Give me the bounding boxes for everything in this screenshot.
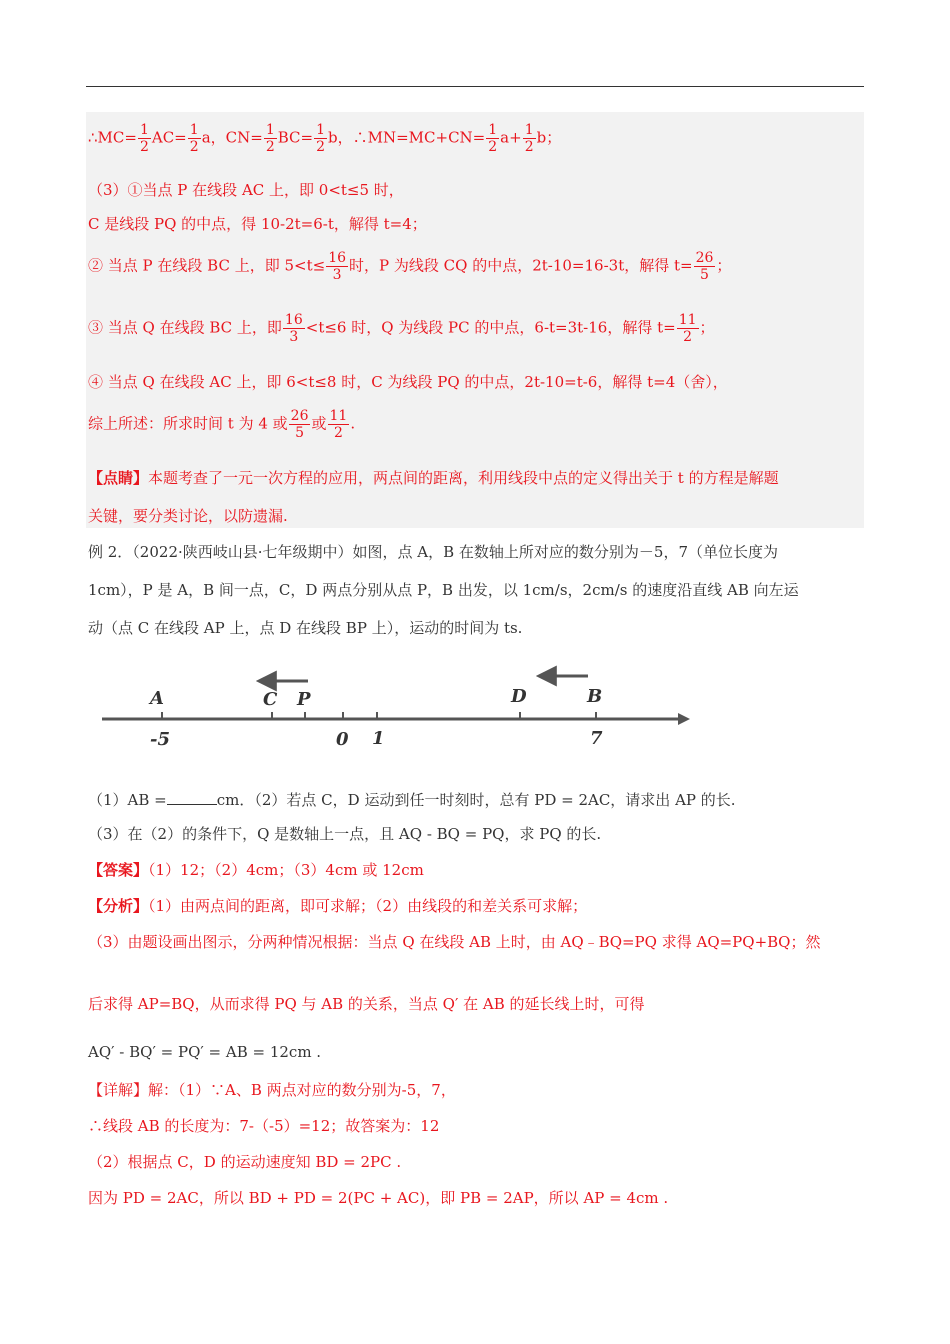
detail-line-4: 因为 PD = 2AC，所以 BD + PD = 2(PC + AC)，即 PB = 2AP，所以 AP = 4cm .: [88, 1189, 669, 1207]
solution-line-3: C 是线段 PQ 的中点，得 10-2t=6-t，解得 t=4；: [88, 215, 427, 233]
comment-line-1: 【点睛】本题考查了一元一次方程的应用，两点间的距离，利用线段中点的定义得出关于 t 的方程是解题: [88, 469, 779, 487]
fraction: $\frac{1}{2}$: [316, 122, 326, 155]
detail-line-1: 【详解】解：（1）∵A、B 两点对应的数分别为-5，7，: [88, 1081, 456, 1099]
tick-label-neg5: -5: [150, 729, 170, 750]
fraction: $\frac{1}{2}$: [265, 122, 275, 155]
point-label-P: P: [297, 689, 311, 710]
tick-label-7: 7: [590, 728, 603, 749]
comment-tag: 【点睛】: [88, 469, 149, 487]
fraction: $\frac{16}{3}$: [284, 312, 303, 345]
fraction: $\frac{1}{2}$: [488, 122, 498, 155]
fraction: $\frac{26}{5}$: [290, 408, 309, 441]
example-line-2: 1cm），P 是 A，B 间一点，C，D 两点分别从点 P，B 出发，以 1cm/s，2cm/s 的速度沿直线 AB 向左运: [88, 581, 799, 599]
analysis-line-4: AQ′ - BQ′ = PQ′ = AB = 12cm .: [88, 1043, 322, 1061]
analysis-line-1: 【分析】（1）由两点间的距离，即可求解；（2）由线段的和差关系可求解；: [88, 897, 588, 915]
fraction: $\frac{1}{2}$: [139, 122, 149, 155]
point-label-D: D: [511, 686, 527, 707]
solution-line-5: ③ 当点 Q 在线段 BC 上，即 $\frac{16}{3}$ <t≤6 时，Q 为线段 PC 的中点，6-t=3t-16，解得 t= $\frac{11}{2}$ ；: [88, 312, 715, 345]
fraction: $\frac{1}{2}$: [524, 122, 534, 155]
fraction: $\frac{1}{2}$: [189, 122, 199, 155]
solution-line-1: ∴MC= $\frac{1}{2}$ AC= $\frac{1}{2}$ a，CN= $\frac{1}{2}$ BC= $\frac{1}{2}$ b，∴MN=MC+CN= $\frac{1}{2}$ a+ $\frac{1}{2}$ b；: [88, 122, 562, 155]
solution-line-4: ② 当点 P 在线段 BC 上，即 5<t≤ $\frac{16}{3}$ 时，P 为线段 CQ 的中点，2t-10=16-3t，解得 t= $\frac{26}{5}$ ；: [88, 250, 732, 283]
fraction: $\frac{11}{2}$: [678, 312, 697, 345]
analysis-line-3: 后求得 AP=BQ，从而求得 PQ 与 AB 的关系，当点 Q′ 在 AB 的延长线上时，可得: [88, 995, 645, 1013]
question-line-2: （3）在（2）的条件下，Q 是数轴上一点，且 AQ - BQ = PQ，求 PQ 的长.: [88, 825, 602, 843]
point-label-B: B: [587, 686, 603, 707]
example-line-1: 例 2．（2022·陕西岐山县·七年级期中）如图，点 A，B 在数轴上所对应的数分别为－5，7（单位长度为: [88, 543, 779, 561]
tick-label-0: 0: [336, 729, 349, 750]
detail-line-2: ∴线段 AB 的长度为：7-（-5）=12；故答案为：12: [88, 1117, 440, 1135]
tick-label-1: 1: [372, 728, 385, 749]
example-line-3: 动（点 C 在线段 AP 上，点 D 在线段 BP 上），运动的时间为 ts.: [88, 619, 523, 637]
question-line-1: （1）AB = cm．（2）若点 C，D 运动到任一时刻时，总有 PD = 2AC，请求出 AP 的长.: [88, 791, 736, 809]
solution-line-6: ④ 当点 Q 在线段 AC 上，即 6<t≤8 时，C 为线段 PQ 的中点，2t-10=t-6，解得 t=4（舍），: [88, 373, 728, 391]
answer-tag: 【答案】: [88, 861, 149, 879]
analysis-line-2: （3）由题设画出图示，分两种情况根据：当点 Q 在线段 AB 上时，由 AQ﹣BQ=PQ 求得 AQ=PQ+BQ；然: [88, 933, 821, 951]
point-label-A: A: [150, 688, 164, 709]
comment-line-2: 关键，要分类讨论，以防遗漏.: [88, 507, 288, 525]
solution-line-7: 综上所述：所求时间 t 为 4 或 $\frac{26}{5}$ 或 $\frac{11}{2}$ .: [88, 408, 356, 441]
detail-tag: 【详解】: [88, 1081, 149, 1099]
detail-line-3: （2）根据点 C，D 的运动速度知 BD = 2PC .: [88, 1153, 402, 1171]
fraction: $\frac{16}{3}$: [328, 250, 347, 283]
fraction: $\frac{11}{2}$: [329, 408, 348, 441]
axis-arrow-head: [678, 713, 690, 725]
analysis-tag: 【分析】: [88, 897, 149, 915]
solution-line-2: （3）①当点 P 在线段 AC 上，即 0<t≤5 时，: [88, 181, 404, 199]
number-line-figure: [100, 660, 700, 760]
point-label-C: C: [263, 689, 278, 710]
answer-line: 【答案】（1）12；（2）4cm；（3）4cm 或 12cm: [88, 861, 424, 879]
answer-blank: [167, 790, 217, 805]
header-rule: [86, 86, 864, 87]
fraction: $\frac{26}{5}$: [695, 250, 714, 283]
